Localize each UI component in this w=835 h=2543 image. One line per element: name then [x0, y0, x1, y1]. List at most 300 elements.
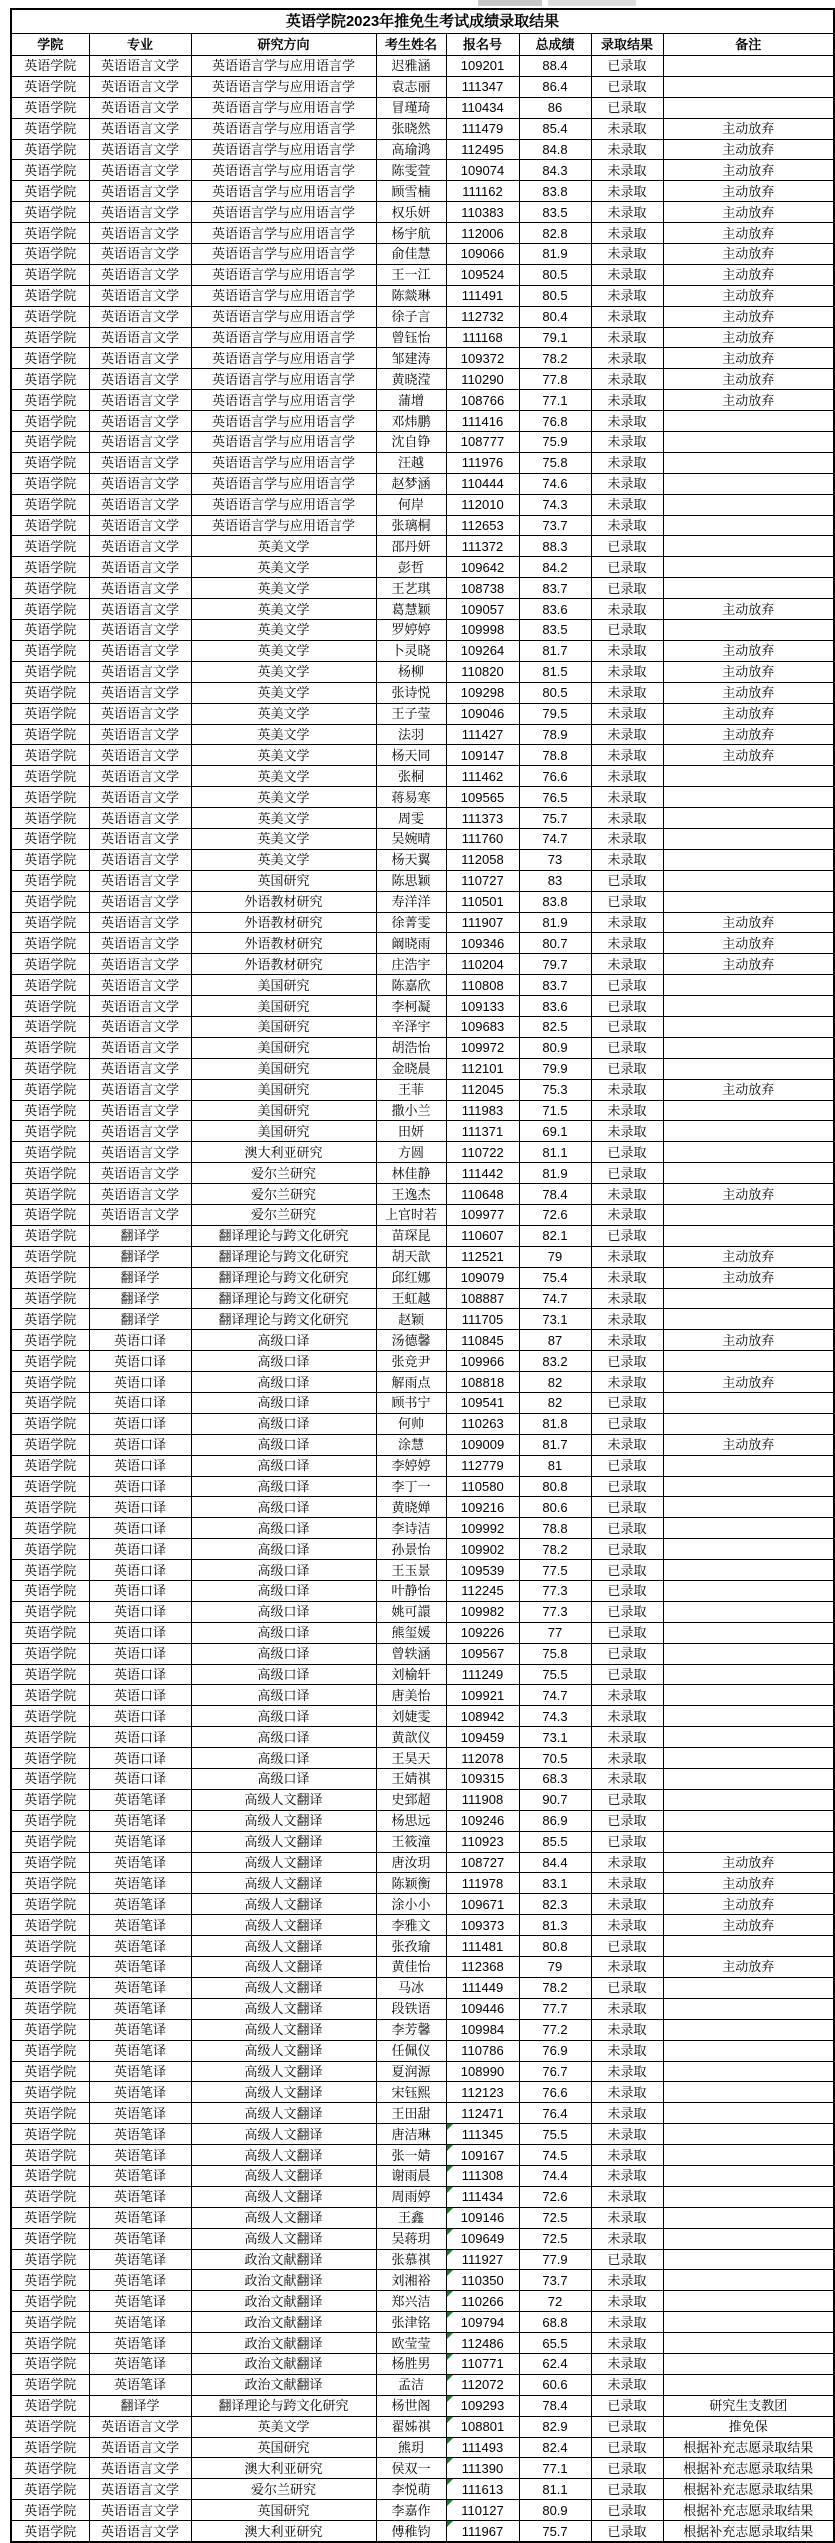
table-row: [11, 1163, 834, 1184]
cell-score: 80.5: [519, 285, 591, 306]
cell-major: 英语语言文学: [89, 452, 191, 473]
cell-major: 英语语言文学: [89, 515, 191, 536]
cell-college: 英语学院: [11, 849, 89, 870]
cell-regno: 111434: [446, 2186, 519, 2207]
cell-result: 未录取: [591, 369, 663, 390]
cell-direction: 外语教材研究: [191, 954, 376, 975]
cell-college: 英语学院: [11, 975, 89, 996]
table-row: [11, 1330, 834, 1351]
cell-result: 未录取: [591, 432, 663, 453]
cell-college: 英语学院: [11, 56, 89, 77]
cell-score: 72: [519, 2291, 591, 2312]
cell-result: 未录取: [591, 2270, 663, 2291]
cell-college: 英语学院: [11, 2186, 89, 2207]
cell-score: 77.3: [519, 1581, 591, 1602]
cell-college: 英语学院: [11, 2082, 89, 2103]
cell-regno: 112368: [446, 1957, 519, 1978]
cell-direction: 高级口译: [191, 1497, 376, 1518]
cell-note: 主动放弃: [663, 202, 834, 223]
cell-result: 未录取: [591, 2040, 663, 2061]
cell-college: 英语学院: [11, 1058, 89, 1079]
cell-regno: 109539: [446, 1560, 519, 1581]
cell-regno: 111491: [446, 285, 519, 306]
cell-major: 英语语言文学: [89, 724, 191, 745]
cell-note: [663, 432, 834, 453]
cell-note: [663, 1581, 834, 1602]
cell-result: 已录取: [591, 2458, 663, 2479]
cell-regno: 109982: [446, 1601, 519, 1622]
cell-note: [663, 2207, 834, 2228]
cell-direction: 政治文献翻译: [191, 2374, 376, 2395]
cell-direction: 高级口译: [191, 1434, 376, 1455]
cell-regno: 111927: [446, 2249, 519, 2270]
cell-score: 78.2: [519, 1977, 591, 1998]
cell-regno: 111416: [446, 411, 519, 432]
cell-name: 迟雅涵: [376, 56, 446, 77]
cell-direction: 英国研究: [191, 2500, 376, 2521]
cell-college: 英语学院: [11, 2165, 89, 2186]
cell-note: 主动放弃: [663, 264, 834, 285]
cell-note: [663, 1309, 834, 1330]
cell-note: 主动放弃: [663, 244, 834, 265]
cell-college: 英语学院: [11, 1393, 89, 1414]
cell-direction: 英美文学: [191, 849, 376, 870]
cell-name: 王田甜: [376, 2103, 446, 2124]
cell-direction: 高级口译: [191, 1560, 376, 1581]
cell-college: 英语学院: [11, 1309, 89, 1330]
table-row: [11, 808, 834, 829]
cell-note: 主动放弃: [663, 223, 834, 244]
table-row: [11, 1037, 834, 1058]
table-row: [11, 1831, 834, 1852]
cell-direction: 英语语言学与应用语言学: [191, 181, 376, 202]
cell-major: 翻译学: [89, 1225, 191, 1246]
cell-regno: 109977: [446, 1204, 519, 1225]
cell-result: 未录取: [591, 808, 663, 829]
cell-regno: 111760: [446, 828, 519, 849]
cell-college: 英语学院: [11, 1037, 89, 1058]
cell-name: 熊玺媛: [376, 1622, 446, 1643]
table-row: [11, 703, 834, 724]
cell-regno: 112045: [446, 1079, 519, 1100]
cell-result: 未录取: [591, 2124, 663, 2145]
cell-result: 未录取: [591, 1998, 663, 2019]
table-row: [11, 2165, 834, 2186]
cell-major: 翻译学: [89, 1246, 191, 1267]
cell-college: 英语学院: [11, 1810, 89, 1831]
cell-score: 78.8: [519, 745, 591, 766]
cell-name: 周雨婷: [376, 2186, 446, 2207]
cell-major: 翻译学: [89, 1309, 191, 1330]
cell-score: 73: [519, 849, 591, 870]
cell-major: 英语语言文学: [89, 2458, 191, 2479]
cell-result: 未录取: [591, 2207, 663, 2228]
cell-note: [663, 620, 834, 641]
cell-college: 英语学院: [11, 411, 89, 432]
cell-result: 已录取: [591, 1413, 663, 1434]
cell-result: 未录取: [591, 1769, 663, 1790]
cell-name: 陈雯萱: [376, 160, 446, 181]
cell-note: 根据补充志愿录取结果: [663, 2521, 834, 2542]
cell-direction: 美国研究: [191, 1100, 376, 1121]
cell-note: 主动放弃: [663, 160, 834, 181]
cell-name: 阚晓雨: [376, 933, 446, 954]
cell-score: 77.7: [519, 1998, 591, 2019]
table-row: [11, 473, 834, 494]
cell-score: 81.7: [519, 640, 591, 661]
cell-result: 未录取: [591, 2103, 663, 2124]
cell-regno: 109057: [446, 599, 519, 620]
cell-score: 83.1: [519, 1873, 591, 1894]
cell-major: 英语笔译: [89, 2019, 191, 2040]
cell-major: 英语口译: [89, 1413, 191, 1434]
table-row: [11, 1685, 834, 1706]
cell-regno: 112486: [446, 2333, 519, 2354]
cell-name: 李悦萌: [376, 2479, 446, 2500]
cell-college: 英语学院: [11, 181, 89, 202]
cell-college: 英语学院: [11, 1455, 89, 1476]
cell-regno: 109201: [446, 56, 519, 77]
cell-note: [663, 2124, 834, 2145]
cell-regno: 109079: [446, 1267, 519, 1288]
cell-college: 英语学院: [11, 891, 89, 912]
cell-direction: 高级人文翻译: [191, 2124, 376, 2145]
cell-regno: 112732: [446, 306, 519, 327]
table-row: [11, 223, 834, 244]
cell-result: 未录取: [591, 181, 663, 202]
cell-regno: 109133: [446, 996, 519, 1017]
cell-regno: 109146: [446, 2207, 519, 2228]
cell-result: 未录取: [591, 244, 663, 265]
cell-major: 英语笔译: [89, 2228, 191, 2249]
cell-direction: 政治文献翻译: [191, 2312, 376, 2333]
cell-direction: 政治文献翻译: [191, 2333, 376, 2354]
cell-direction: 政治文献翻译: [191, 2291, 376, 2312]
table-row: [11, 1246, 834, 1267]
cell-direction: 高级口译: [191, 1706, 376, 1727]
cell-result: 未录取: [591, 515, 663, 536]
cell-score: 76.7: [519, 2061, 591, 2082]
cell-result: 已录取: [591, 1560, 663, 1581]
cell-name: 冒瑾琦: [376, 97, 446, 118]
cell-note: 主动放弃: [663, 306, 834, 327]
cell-score: 81.9: [519, 912, 591, 933]
cell-result: 未录取: [591, 1727, 663, 1748]
cell-name: 姚可譞: [376, 1601, 446, 1622]
cell-direction: 爱尔兰研究: [191, 1184, 376, 1205]
cell-college: 英语学院: [11, 2479, 89, 2500]
cell-name: 上官时若: [376, 1204, 446, 1225]
table-row: [11, 264, 834, 285]
cell-direction: 高级人文翻译: [191, 1789, 376, 1810]
cell-regno: 110434: [446, 97, 519, 118]
cell-score: 81.5: [519, 661, 591, 682]
cell-major: 英语语言文学: [89, 578, 191, 599]
cell-note: [663, 1058, 834, 1079]
cell-direction: 英美文学: [191, 703, 376, 724]
cell-college: 英语学院: [11, 515, 89, 536]
cell-name: 顾雪楠: [376, 181, 446, 202]
cell-regno: 109226: [446, 1622, 519, 1643]
cell-name: 杨思远: [376, 1810, 446, 1831]
cell-note: [663, 1100, 834, 1121]
cell-score: 83.5: [519, 202, 591, 223]
cell-name: 任佩仪: [376, 2040, 446, 2061]
cell-note: 主动放弃: [663, 599, 834, 620]
cell-regno: 109147: [446, 745, 519, 766]
cell-college: 英语学院: [11, 306, 89, 327]
cell-note: [663, 1288, 834, 1309]
cell-result: 已录取: [591, 1455, 663, 1476]
cell-name: 罗婷婷: [376, 620, 446, 641]
cell-score: 75.3: [519, 1079, 591, 1100]
cell-name: 蒋易寒: [376, 787, 446, 808]
table-row: [11, 1852, 834, 1873]
cell-score: 78.2: [519, 348, 591, 369]
cell-score: 75.8: [519, 1643, 591, 1664]
cell-college: 英语学院: [11, 1748, 89, 1769]
cell-result: 未录取: [591, 933, 663, 954]
cell-major: 英语语言文学: [89, 787, 191, 808]
cell-result: 未录取: [591, 2165, 663, 2186]
cell-major: 英语语言文学: [89, 828, 191, 849]
cell-regno: 110383: [446, 202, 519, 223]
cell-score: 73.1: [519, 1727, 591, 1748]
cell-score: 72.5: [519, 2228, 591, 2249]
cell-note: [663, 808, 834, 829]
table-row: [11, 933, 834, 954]
table-body: [11, 56, 834, 2542]
table-row: [11, 2249, 834, 2270]
cell-note: 主动放弃: [663, 1079, 834, 1100]
cell-college: 英语学院: [11, 223, 89, 244]
cell-score: 88.4: [519, 56, 591, 77]
cell-direction: 英语语言学与应用语言学: [191, 348, 376, 369]
cell-college: 英语学院: [11, 1121, 89, 1142]
cell-major: 英语笔译: [89, 1831, 191, 1852]
cell-note: [663, 473, 834, 494]
cell-note: [663, 2228, 834, 2249]
cell-major: 英语语言文学: [89, 1184, 191, 1205]
cell-major: 英语语言文学: [89, 891, 191, 912]
cell-result: 未录取: [591, 1121, 663, 1142]
cell-regno: 112072: [446, 2374, 519, 2395]
cell-name: 赵梦涵: [376, 473, 446, 494]
cell-college: 英语学院: [11, 933, 89, 954]
cell-regno: 110444: [446, 473, 519, 494]
cell-regno: 109373: [446, 1915, 519, 1936]
cell-direction: 英美文学: [191, 724, 376, 745]
cell-result: 已录取: [591, 1163, 663, 1184]
cell-major: 英语语言文学: [89, 599, 191, 620]
cell-note: [663, 1393, 834, 1414]
cell-note: 主动放弃: [663, 745, 834, 766]
cell-result: 已录取: [591, 1789, 663, 1810]
cell-result: 未录取: [591, 703, 663, 724]
table-row: [11, 1560, 834, 1581]
cell-result: 已录取: [591, 557, 663, 578]
cell-result: 未录取: [591, 306, 663, 327]
cell-major: 英语口译: [89, 1727, 191, 1748]
cell-name: 张晓然: [376, 118, 446, 139]
cell-note: [663, 870, 834, 891]
cell-result: 已录取: [591, 1664, 663, 1685]
cell-direction: 高级口译: [191, 1476, 376, 1497]
table-row: [11, 1121, 834, 1142]
cell-college: 英语学院: [11, 2124, 89, 2145]
table-row: [11, 557, 834, 578]
cell-result: 未录取: [591, 1246, 663, 1267]
table-row: [11, 620, 834, 641]
cell-direction: 高级人文翻译: [191, 2145, 376, 2166]
cell-note: 主动放弃: [663, 285, 834, 306]
cell-name: 史郅超: [376, 1789, 446, 1810]
table-row: [11, 181, 834, 202]
cell-score: 65.5: [519, 2333, 591, 2354]
cell-college: 英语学院: [11, 1434, 89, 1455]
cell-score: 79.7: [519, 954, 591, 975]
cell-major: 英语口译: [89, 1643, 191, 1664]
cell-regno: 111613: [446, 2479, 519, 2500]
cell-major: 英语笔译: [89, 1957, 191, 1978]
cell-major: 英语语言文学: [89, 996, 191, 1017]
table-row: [11, 1810, 834, 1831]
cell-name: 侯双一: [376, 2458, 446, 2479]
cell-result: 已录取: [591, 1581, 663, 1602]
cell-college: 英语学院: [11, 1664, 89, 1685]
cell-regno: 111249: [446, 1664, 519, 1685]
cell-regno: 111462: [446, 766, 519, 787]
cell-college: 英语学院: [11, 2333, 89, 2354]
cell-name: 周雯: [376, 808, 446, 829]
cell-major: 英语语言文学: [89, 264, 191, 285]
cell-name: 法羽: [376, 724, 446, 745]
table-row: [11, 2270, 834, 2291]
cell-score: 90.7: [519, 1789, 591, 1810]
cell-name: 李柯凝: [376, 996, 446, 1017]
cell-direction: 高级人文翻译: [191, 1810, 376, 1831]
cell-result: 未录取: [591, 2145, 663, 2166]
cell-college: 英语学院: [11, 1601, 89, 1622]
cell-direction: 高级口译: [191, 1393, 376, 1414]
cell-score: 76.6: [519, 766, 591, 787]
cell-score: 83.2: [519, 1351, 591, 1372]
cell-score: 77.9: [519, 2249, 591, 2270]
table-row: [11, 849, 834, 870]
table-row: [11, 2228, 834, 2249]
cell-name: 谢雨晨: [376, 2165, 446, 2186]
cell-regno: 111705: [446, 1309, 519, 1330]
cell-college: 英语学院: [11, 2228, 89, 2249]
table-row: [11, 1476, 834, 1497]
cell-regno: 109459: [446, 1727, 519, 1748]
cell-note: 主动放弃: [663, 1873, 834, 1894]
cell-direction: 英美文学: [191, 640, 376, 661]
cell-college: 英语学院: [11, 1977, 89, 1998]
cell-score: 73.7: [519, 2270, 591, 2291]
cell-college: 英语学院: [11, 348, 89, 369]
cell-college: 英语学院: [11, 912, 89, 933]
cell-result: 未录取: [591, 139, 663, 160]
cell-note: [663, 1769, 834, 1790]
cell-note: 主动放弃: [663, 1434, 834, 1455]
cell-college: 英语学院: [11, 1894, 89, 1915]
cell-college: 英语学院: [11, 1184, 89, 1205]
cell-score: 81.8: [519, 1413, 591, 1434]
cell-result: 已录取: [591, 97, 663, 118]
cell-college: 英语学院: [11, 1936, 89, 1957]
cell-result: 未录取: [591, 285, 663, 306]
table-row: [11, 285, 834, 306]
cell-result: 已录取: [591, 2416, 663, 2437]
cell-result: 未录取: [591, 849, 663, 870]
cell-score: 80.7: [519, 933, 591, 954]
cell-direction: 翻译理论与跨文化研究: [191, 1267, 376, 1288]
cell-college: 英语学院: [11, 1518, 89, 1539]
column-header: 总成绩: [519, 34, 591, 56]
cell-name: 刘榆轩: [376, 1664, 446, 1685]
cell-score: 83.7: [519, 578, 591, 599]
table-row: [11, 1622, 834, 1643]
cell-major: 英语语言文学: [89, 2416, 191, 2437]
cell-result: 未录取: [591, 2353, 663, 2374]
cell-college: 英语学院: [11, 2270, 89, 2291]
cell-note: [663, 494, 834, 515]
cell-result: 未录取: [591, 390, 663, 411]
cell-score: 83.8: [519, 181, 591, 202]
cell-result: 已录取: [591, 996, 663, 1017]
cell-regno: 111983: [446, 1100, 519, 1121]
cell-result: 未录取: [591, 661, 663, 682]
cell-direction: 英美文学: [191, 745, 376, 766]
cell-result: 已录取: [591, 2479, 663, 2500]
cell-result: 未录取: [591, 2312, 663, 2333]
cell-note: [663, 891, 834, 912]
table-row: [11, 1372, 834, 1393]
cell-score: 77: [519, 1622, 591, 1643]
cell-major: 英语语言文学: [89, 1058, 191, 1079]
cell-result: 未录取: [591, 1372, 663, 1393]
cell-note: [663, 76, 834, 97]
cell-major: 英语笔译: [89, 2040, 191, 2061]
cell-note: 主动放弃: [663, 954, 834, 975]
cell-name: 熊玥: [376, 2437, 446, 2458]
cell-college: 英语学院: [11, 1685, 89, 1706]
table-row: [11, 536, 834, 557]
table-row: [11, 2186, 834, 2207]
cell-direction: 英语语言学与应用语言学: [191, 97, 376, 118]
cell-note: [663, 1413, 834, 1434]
cell-score: 77.2: [519, 2019, 591, 2040]
cell-name: 李芳馨: [376, 2019, 446, 2040]
cell-note: 主动放弃: [663, 1852, 834, 1873]
table-row: [11, 912, 834, 933]
cell-note: [663, 536, 834, 557]
cell-score: 83: [519, 870, 591, 891]
cell-result: 已录取: [591, 1539, 663, 1560]
cell-direction: 英语语言学与应用语言学: [191, 390, 376, 411]
cell-result: 未录取: [591, 599, 663, 620]
cell-major: 英语笔译: [89, 2124, 191, 2145]
cell-note: [663, 787, 834, 808]
cell-result: 未录取: [591, 1957, 663, 1978]
cell-score: 77.3: [519, 1601, 591, 1622]
cell-score: 81.9: [519, 244, 591, 265]
cell-major: 英语语言文学: [89, 1121, 191, 1142]
cell-direction: 翻译理论与跨文化研究: [191, 1225, 376, 1246]
header-row: [11, 34, 834, 56]
cell-regno: 109293: [446, 2395, 519, 2416]
